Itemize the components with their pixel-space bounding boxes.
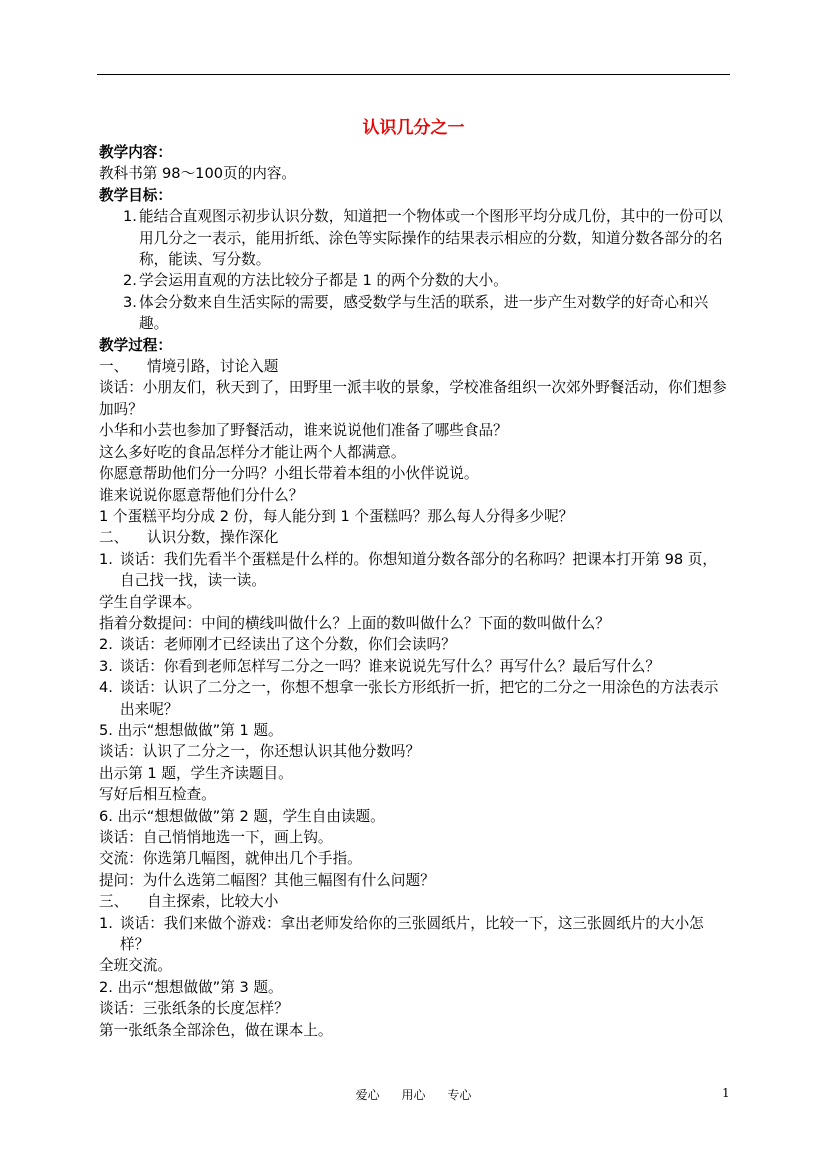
paragraph: 第一张纸条全部涂色，做在课本上。 — [99, 1021, 333, 1039]
paragraph: 指着分数提问：中间的横线叫做什么？上面的数叫做什么？下面的数叫做什么？ — [99, 614, 610, 632]
goal-item — [99, 292, 731, 335]
section-heading-1 — [99, 356, 731, 377]
paragraph: 交流：你选第几幅图，就伸出几个手指。 — [99, 850, 362, 868]
numbered-item — [99, 549, 731, 592]
heading-content: 教学内容： — [99, 144, 172, 161]
footer — [0, 1086, 827, 1103]
section-number: 三、 — [99, 893, 129, 911]
document-body — [99, 142, 731, 1041]
item-text: 谈话：我们来做个游戏：拿出老师发给你的三张圆纸片，比较一下，这三张圆纸片的大小怎样？ — [120, 914, 704, 954]
footer-text: 专心 — [447, 1088, 472, 1102]
page-number: 1 — [722, 1086, 730, 1100]
page-title: 认识几分之一 — [362, 118, 465, 138]
item-number: 1. — [99, 914, 113, 932]
numbered-item — [99, 656, 731, 677]
item-number: 3. — [99, 657, 113, 675]
item-number: 4. — [99, 679, 113, 697]
footer-text: 用心 — [401, 1088, 426, 1102]
paragraph: 谈话：认识了二分之一，你还想认识其他分数吗？ — [99, 743, 421, 761]
goal-item — [99, 270, 731, 291]
paragraph: 全班交流。 — [99, 957, 172, 975]
goal-number: 2. — [123, 272, 137, 290]
item-number: 2. — [99, 636, 113, 654]
section-title: 自主探索，比较大小 — [147, 893, 279, 911]
paragraph: 小华和小芸也参加了野餐活动，谁来说说他们准备了哪些食品？ — [99, 422, 508, 440]
numbered-item — [99, 634, 731, 655]
paragraph: 1 个蛋糕平均分成 2 份，每人能分到 1 个蛋糕吗？那么每人分得多少呢？ — [99, 507, 574, 525]
header-rule — [97, 74, 730, 75]
section-title: 情境引路，讨论入题 — [147, 358, 279, 376]
section-number: 一、 — [99, 358, 129, 376]
section-heading-2 — [99, 527, 731, 548]
paragraph: 5. 出示“想想做做”第 1 题。 — [99, 721, 283, 739]
heading-goals: 教学目标： — [99, 186, 172, 204]
paragraph: 谈话：三张纸条的长度怎样？ — [99, 1000, 289, 1018]
section-number: 二、 — [99, 529, 129, 547]
numbered-item — [99, 913, 731, 956]
goal-number: 1. — [123, 208, 137, 226]
paragraph: 6. 出示“想想做做”第 2 题，学生自由读题。 — [99, 807, 385, 825]
heading-process: 教学过程： — [99, 336, 172, 354]
item-number: 1. — [99, 550, 113, 568]
paragraph: 提问：为什么选第二幅图？其他三幅图有什么问题？ — [99, 871, 435, 889]
item-text: 谈话：认识了二分之一，你想不想拿一张长方形纸折一折，把它的二分之一用涂色的方法表示出来呢？ — [120, 679, 719, 718]
item-text: 谈话：老师刚才已经读出了这个分数，你们会读吗？ — [120, 636, 456, 654]
item-text: 谈话：你看到老师怎样写二分之一吗？谁来说说先写什么？再写什么？最后写什么？ — [120, 657, 660, 675]
goal-text: 能结合直观图示初步认识分数，知道把一个物体或一个图形平均分成几份，其中的一份可以用几分之一表示，能用折纸、涂色等实际操作的结果表示相应的分数，知道分数各部分的名称，能读、写分数。 — [139, 208, 723, 269]
paragraph: 写好后相互检查。 — [99, 786, 216, 804]
goal-number: 3. — [123, 293, 137, 311]
item-text: 谈话：我们先看半个蛋糕是什么样的。你想知道分数各部分的名称吗？把课本打开第 98 页，自己找一找，读一读。 — [120, 550, 718, 590]
paragraph: 这么多好吃的食品怎样分才能让两个人都满意。 — [99, 443, 406, 461]
goal-item — [99, 206, 731, 270]
paragraph: 谁来说说你愿意帮他们分什么？ — [99, 486, 304, 504]
goal-text: 学会运用直观的方法比较分子都是 1 的两个分数的大小。 — [139, 272, 508, 290]
paragraph: 谈话：自己悄悄地选一下，画上钩。 — [99, 829, 333, 846]
paragraph: 教科书第 98～100页的内容。 — [99, 165, 297, 183]
paragraph: 出示第 1 题，学生齐读题目。 — [99, 764, 293, 782]
footer-text: 爱心 — [355, 1088, 380, 1102]
numbered-item — [99, 677, 731, 720]
paragraph: 学生自学课本。 — [99, 593, 202, 611]
paragraph: 你愿意帮助他们分一分吗？小组长带着本组的小伙伴说说。 — [99, 465, 479, 483]
section-title: 认识分数，操作深化 — [147, 529, 279, 547]
paragraph: 2. 出示“想想做做”第 3 题。 — [99, 978, 283, 996]
section-heading-3 — [99, 891, 731, 912]
goal-text: 体会分数来自生活实际的需要，感受数学与生活的联系，进一步产生对数学的好奇心和兴趣。 — [139, 293, 709, 333]
paragraph: 谈话：小朋友们，秋天到了，田野里一派丰收的景象，学校准备组织一次郊外野餐活动，你们想参加吗？ — [99, 379, 727, 418]
